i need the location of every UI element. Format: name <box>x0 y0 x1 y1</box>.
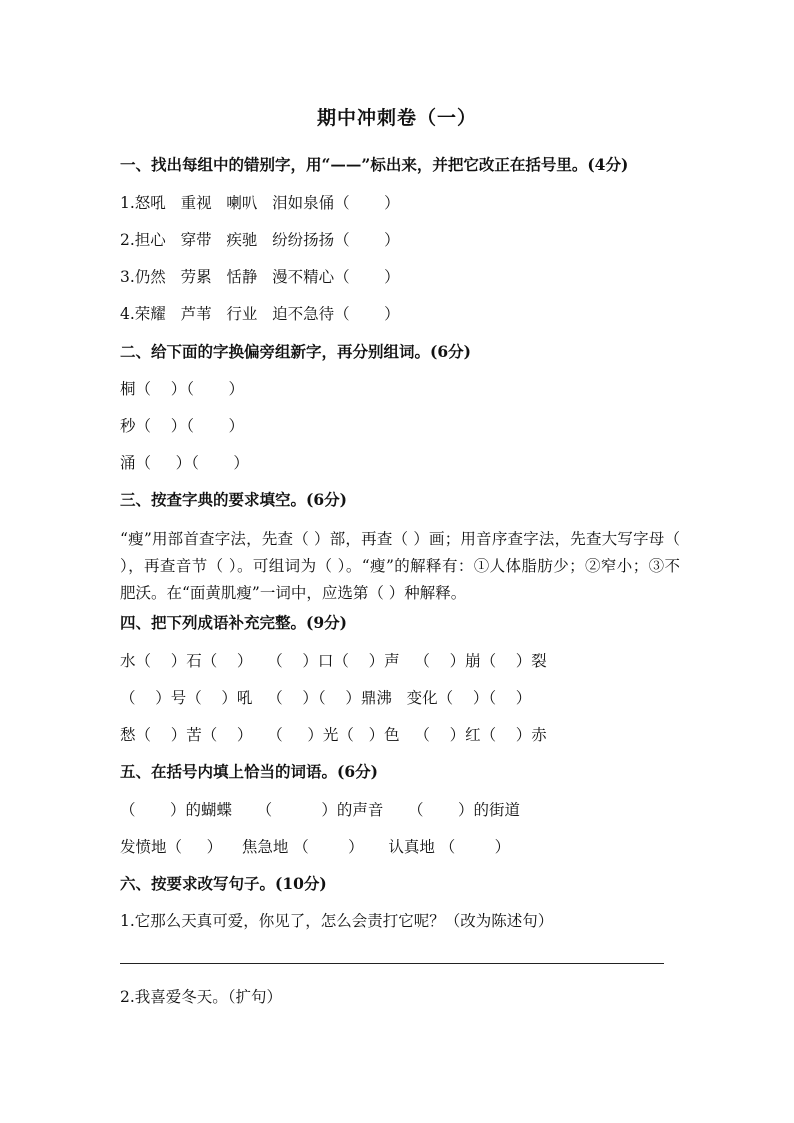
section-1-row: 2.担心 穿带 疾驰 纷纷扬扬（ ） <box>120 231 400 249</box>
section-1-row: 4.荣耀 芦苇 行业 迫不急待（ ） <box>120 305 400 323</box>
section-4-row: 愁（ ）苦（ ） （ ）光（ ）色 （ ）红（ ）赤 <box>120 726 547 744</box>
section-6-question-1: 1.它那么天真可爱，你见了，怎么会责打它呢？（改为陈述句） <box>120 912 554 930</box>
section-4-heading: 四、把下列成语补充完整。(9分) <box>120 613 347 632</box>
section-6-question-2: 2.我喜爱冬天。（扩句） <box>120 988 283 1006</box>
section-3-heading: 三、按查字典的要求填空。(6分) <box>120 490 347 509</box>
section-5-row: 发愤地（ ） 焦急地 （ ） 认真地 （ ） <box>120 838 511 856</box>
page-title: 期中冲刺卷（一） <box>316 107 477 129</box>
section-1-row: 1.怒吼 重视 喇叭 泪如泉俑（ ） <box>120 194 400 212</box>
section-5-row: （ ）的蝴蝶 （ ）的声音 （ ）的街道 <box>120 801 521 819</box>
section-3-paragraph: “瘦”用部首查字法，先查（ ）部，再查（ ）画；用音序查字法，先查大写字母（ ），再查音节（ ）。可组词为（ ）。“瘦”的解释有：①人体脂肪少；②窄小；③不肥沃。在“面黄肌瘦”一词中，应选第（ ）种解释。 <box>120 530 680 602</box>
section-5-heading: 五、在括号内填上恰当的词语。(6分) <box>120 762 378 781</box>
section-2-row: 秒（ ）（ ） <box>120 417 244 435</box>
section-1-heading: 一、找出每组中的错别字，用“——”标出来，并把它改正在括号里。(4分) <box>120 155 629 174</box>
section-2-row: 桐（ ）（ ） <box>120 380 244 398</box>
section-6-heading: 六、按要求改写句子。(10分) <box>120 874 327 893</box>
section-4-row: 水（ ）石（ ） （ ）口（ ）声 （ ）崩（ ）裂 <box>120 652 547 670</box>
section-4-row: （ ）号（ ）吼 （ ）（ ）鼎沸 变化（ ）（ ） <box>120 689 532 707</box>
answer-line <box>120 963 664 964</box>
section-2-row: 涌（ ）（ ） <box>120 454 249 472</box>
section-2-heading: 二、给下面的字换偏旁组新字，再分别组词。(6分) <box>120 342 471 361</box>
section-1-row: 3.仍然 劳累 恬静 漫不精心（ ） <box>120 268 400 286</box>
